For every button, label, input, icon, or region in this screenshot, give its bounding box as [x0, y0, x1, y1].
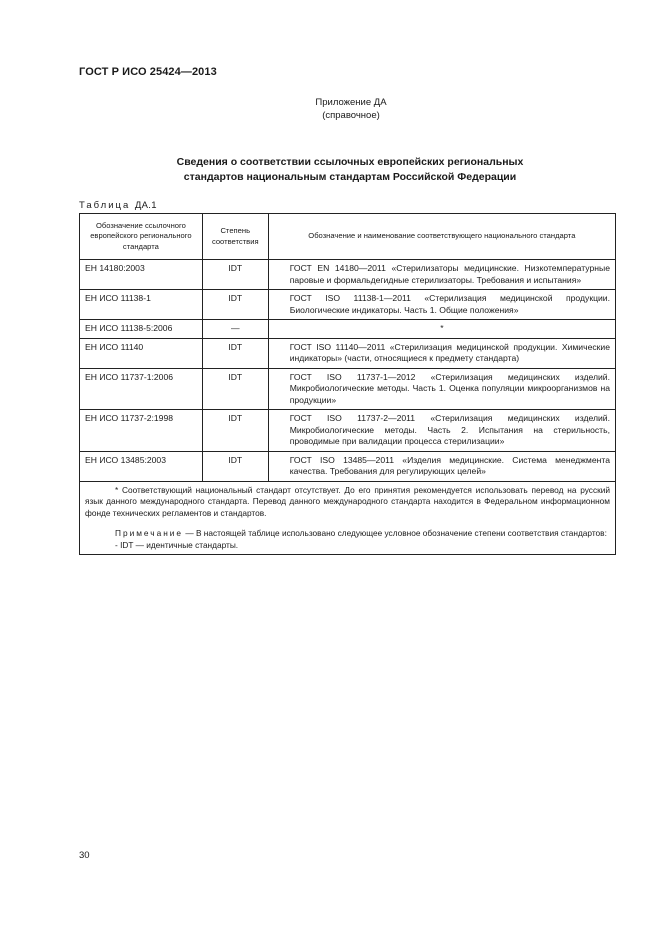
table-caption-label: Таблица — [79, 200, 131, 211]
note — [85, 528, 610, 540]
cell-degree: IDT — [202, 410, 268, 452]
annex-type: (справочное) — [322, 110, 380, 121]
annex-label: Приложение ДА — [315, 97, 387, 108]
table-caption — [79, 200, 157, 211]
cell-national-text: ГОСТ ISO 11737-1—2012 «Стерилизация медицинских изделий. Микробиологические методы. Часть 1. Оценка популяции микроорганизмов на продукции» — [289, 371, 610, 405]
table-row — [80, 451, 616, 481]
cell-national-text: ГОСТ ISO 13485—2011 «Изделия медицинские. Система менеджмента качества. Требования для регулирующих целей» — [289, 454, 610, 476]
document-code: ГОСТ Р ИСО 25424—2013 — [79, 66, 217, 78]
annex-title — [100, 155, 600, 185]
cell-national — [268, 338, 615, 368]
footnote: * Соответствующий национальный стандарт отсутствует. До его принятия рекомендуется использовать перевод на русский язык данного международного стандарта. Перевод данного международного стандарта находится в Федеральном информационном фонде технических регламентов и стандартов. — [85, 484, 610, 518]
table-notes — [80, 481, 616, 555]
table-row — [80, 260, 616, 290]
cell-reference: ЕН ИСО 11140 — [80, 338, 203, 368]
annex-title-line2: стандартов национальным стандартам Российской Федерации — [183, 171, 517, 183]
note-list-item: - IDT — идентичные стандарты. — [115, 539, 239, 550]
correspondence-table — [79, 213, 616, 555]
table-row — [80, 410, 616, 452]
header-reference-standard: Обозначение ссылочного европейского регионального стандарта — [80, 214, 203, 260]
header-degree: Степень соответствия — [202, 214, 268, 260]
table-row — [80, 290, 616, 320]
page-number: 30 — [79, 850, 90, 861]
header-national-standard: Обозначение и наименование соответствующего национального стандарта — [268, 214, 615, 260]
cell-reference: ЕН ИСО 11138-5:2006 — [80, 320, 203, 339]
cell-reference: ЕН ИСО 13485:2003 — [80, 451, 203, 481]
cell-degree: IDT — [202, 260, 268, 290]
cell-reference: ЕН ИСО 11737-1:2006 — [80, 368, 203, 410]
cell-national: * — [268, 320, 615, 339]
table-row — [80, 368, 616, 410]
note-label: Примечание — [115, 528, 184, 538]
table-caption-number: ДА.1 — [134, 200, 157, 211]
cell-national — [268, 451, 615, 481]
cell-reference: ЕН ИСО 11138-1 — [80, 290, 203, 320]
cell-national-text: ГОСТ ISO 11138-1—2011 «Стерилизация медицинской продукции. Биологические индикаторы. Часть 1. Общие положения» — [289, 293, 610, 315]
cell-reference: ЕН 14180:2003 — [80, 260, 203, 290]
cell-degree: IDT — [202, 451, 268, 481]
cell-degree: IDT — [202, 368, 268, 410]
table-row — [80, 338, 616, 368]
cell-national — [268, 368, 615, 410]
cell-national — [268, 410, 615, 452]
note-text: — В настоящей таблице использовано следующее условное обозначение степени соответствия стандартов: — [183, 528, 607, 538]
cell-national — [268, 260, 615, 290]
cell-national — [268, 290, 615, 320]
cell-degree: — — [202, 320, 268, 339]
cell-degree: IDT — [202, 338, 268, 368]
table-header-row — [80, 214, 616, 260]
annex-title-line1: Сведения о соответствии ссылочных европейских региональных — [176, 156, 524, 168]
cell-national-text: ГОСТ EN 14180—2011 «Стерилизаторы медицинские. Низкотемпературные паровые и формальдегидные стерилизаторы. Требования и испытания» — [289, 263, 610, 285]
table-row — [80, 320, 616, 339]
annex-heading — [291, 96, 411, 122]
cell-national-text: ГОСТ ISO 11737-2—2011 «Стерилизация медицинских изделий. Микробиологические методы. Часть 2. Испытания на стерильность, проводимые при валидации процесса стерилизации» — [289, 413, 610, 446]
cell-national-text: ГОСТ ISO 11140—2011 «Стерилизация медицинской продукции. Химические индикаторы» (части, относящиеся к предмету стандарта) — [289, 341, 610, 363]
cell-reference: ЕН ИСО 11737-2:1998 — [80, 410, 203, 452]
table-notes-row — [80, 481, 616, 555]
cell-degree: IDT — [202, 290, 268, 320]
